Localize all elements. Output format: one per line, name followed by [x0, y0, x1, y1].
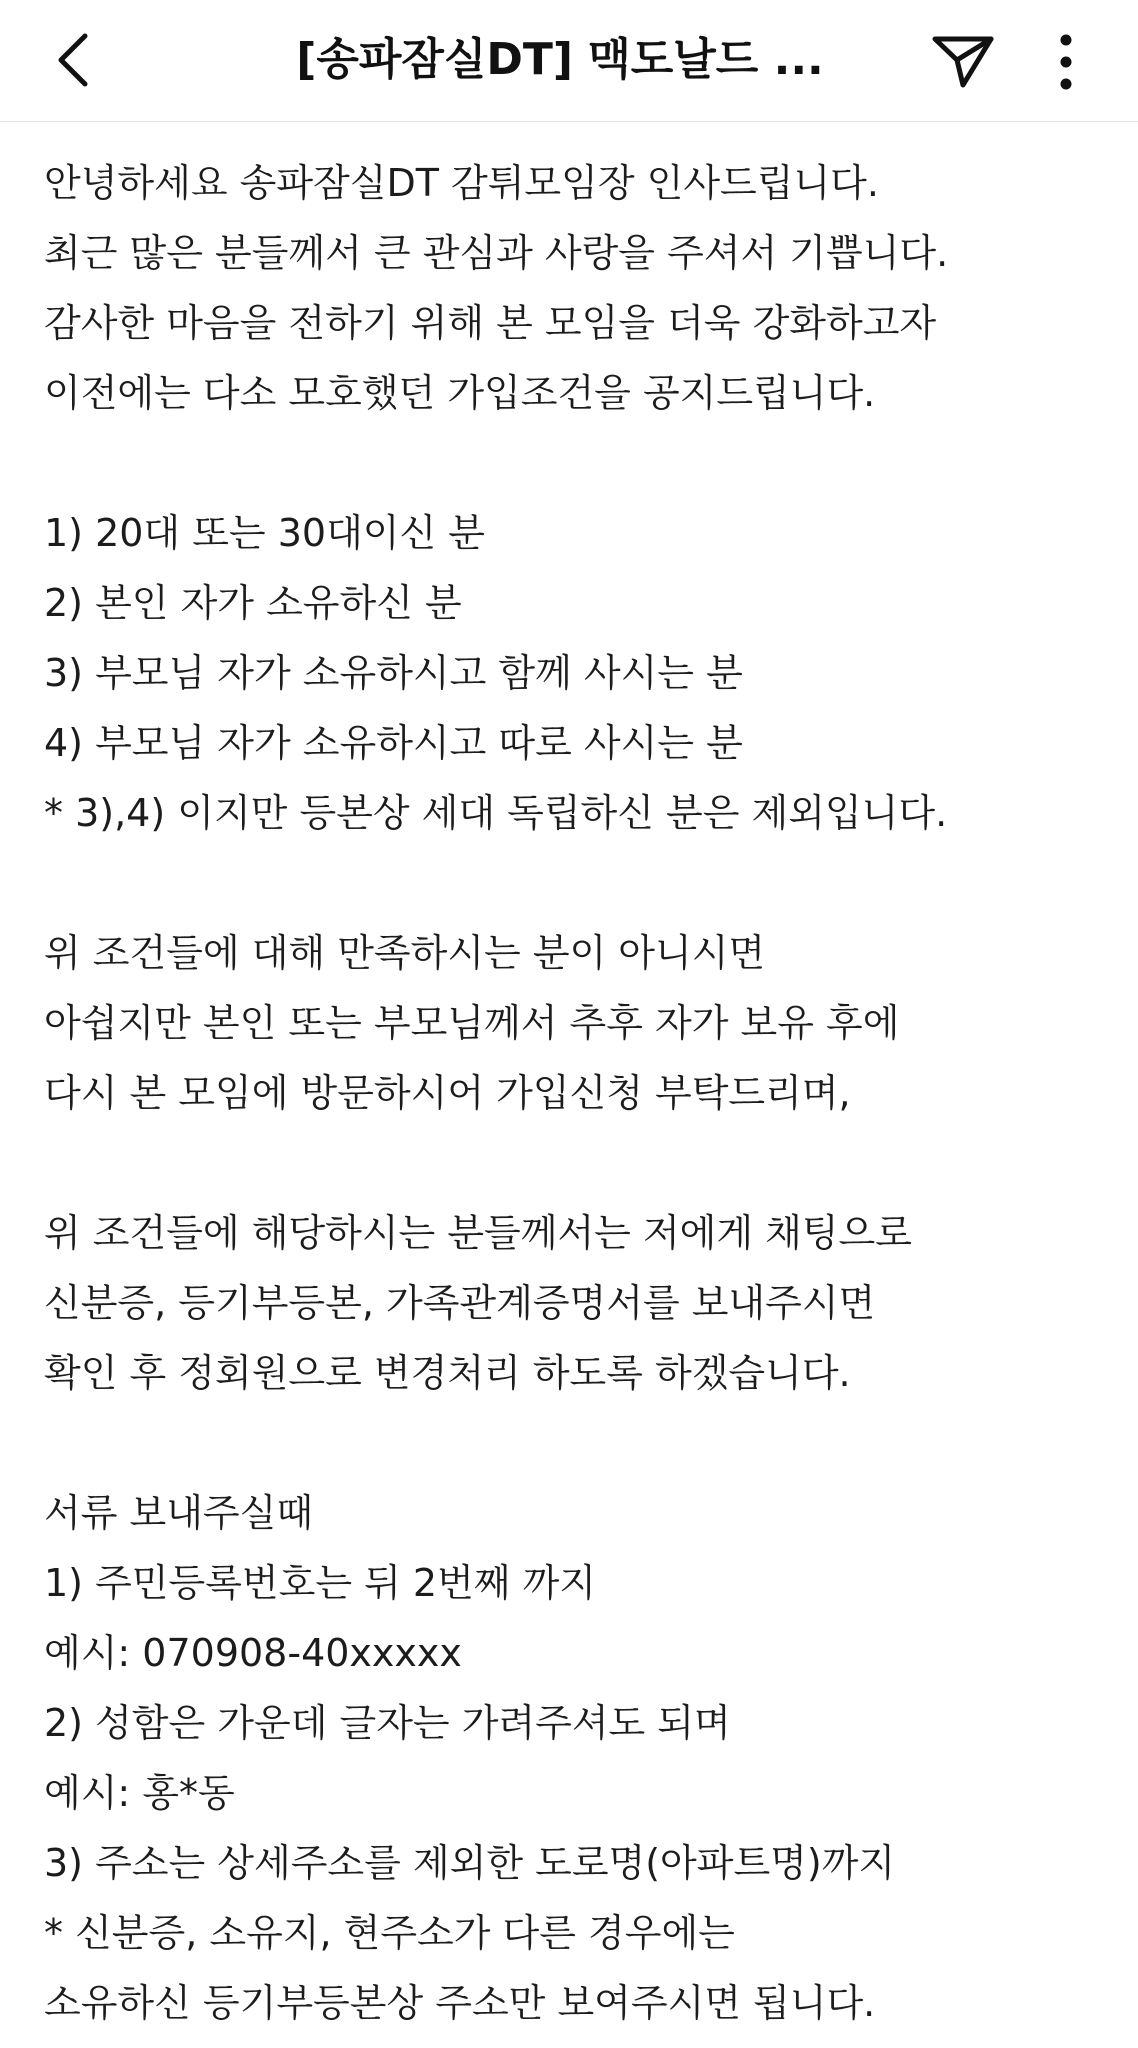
post-text-line: 최근 많은 분들께서 큰 관심과 사랑을 주셔서 기쁩니다.	[44, 231, 949, 275]
post-text-line: 소유하신 등기부등본상 주소만 보여주시면 됩니다.	[44, 1981, 876, 2025]
post-text-line: 3) 주소는 상세주소를 제외한 도로명(아파트명)까지	[44, 1841, 896, 1885]
page-title: [송파잠실DT] 맥도날드 ...	[296, 34, 824, 85]
paragraph-gap	[44, 848, 1104, 918]
post-text-line: 서류 보내주실때	[44, 1491, 314, 1535]
post-text-line: 안녕하세요 송파잠실DT 감튀모임장 인사드립니다.	[44, 161, 879, 205]
post-text-line: 4) 부모님 자가 소유하시고 따로 사시는 분	[44, 721, 743, 765]
post-text-line: 위 조건들에 대해 만족하시는 분이 아니시면	[44, 931, 766, 975]
paragraph-gap	[44, 1128, 1104, 1198]
more-options-button[interactable]	[1036, 24, 1096, 100]
chevron-left-icon	[53, 30, 93, 90]
paragraph-gap	[44, 428, 1104, 498]
top-bar	[0, 0, 1138, 122]
post-text-line: 신분증, 등기부등본, 가족관계증명서를 보내주시면	[44, 1281, 876, 1325]
post-text-line: 아쉽지만 본인 또는 부모님께서 추후 자가 보유 후에	[44, 1001, 900, 1045]
back-button[interactable]	[38, 22, 108, 98]
post-text-line: 3) 부모님 자가 소유하시고 함께 사시는 분	[44, 651, 743, 695]
post-text-line: 위 조건들에 해당하시는 분들께서는 저에게 채팅으로	[44, 1211, 912, 1255]
post-text-line: 확인 후 정회원으로 변경처리 하도록 하겠습니다.	[44, 1351, 851, 1395]
post-text-line: 이전에는 다소 모호했던 가입조건을 공지드립니다.	[44, 371, 876, 415]
paragraph-gap	[44, 1408, 1104, 1478]
post-text-line: * 3),4) 이지만 등본상 세대 독립하신 분은 제외입니다.	[44, 791, 948, 835]
post-text-line: 2) 본인 자가 소유하신 분	[44, 581, 462, 625]
post-text-line: 1) 주민등록번호는 뒤 2번째 까지	[44, 1561, 596, 1605]
post-text-line: 감사한 마음을 전하기 위해 본 모임을 더욱 강화하고자	[44, 301, 937, 345]
more-vertical-icon	[1056, 32, 1076, 92]
post-text-line: 예시: 070908-40xxxxx	[44, 1631, 462, 1675]
share-button[interactable]	[920, 24, 1006, 100]
paper-plane-icon	[930, 33, 996, 91]
post-text-line: * 신분증, 소유지, 현주소가 다른 경우에는	[44, 1911, 735, 1955]
post-text-line: 예시: 홍*동	[44, 1771, 235, 1815]
post-text-line: 1) 20대 또는 30대이신 분	[44, 511, 485, 555]
post-body	[44, 148, 1104, 2038]
post-text-line: 다시 본 모임에 방문하시어 가입신청 부탁드리며,	[44, 1071, 851, 1115]
post-text-line: 2) 성함은 가운데 글자는 가려주셔도 되며	[44, 1701, 731, 1745]
